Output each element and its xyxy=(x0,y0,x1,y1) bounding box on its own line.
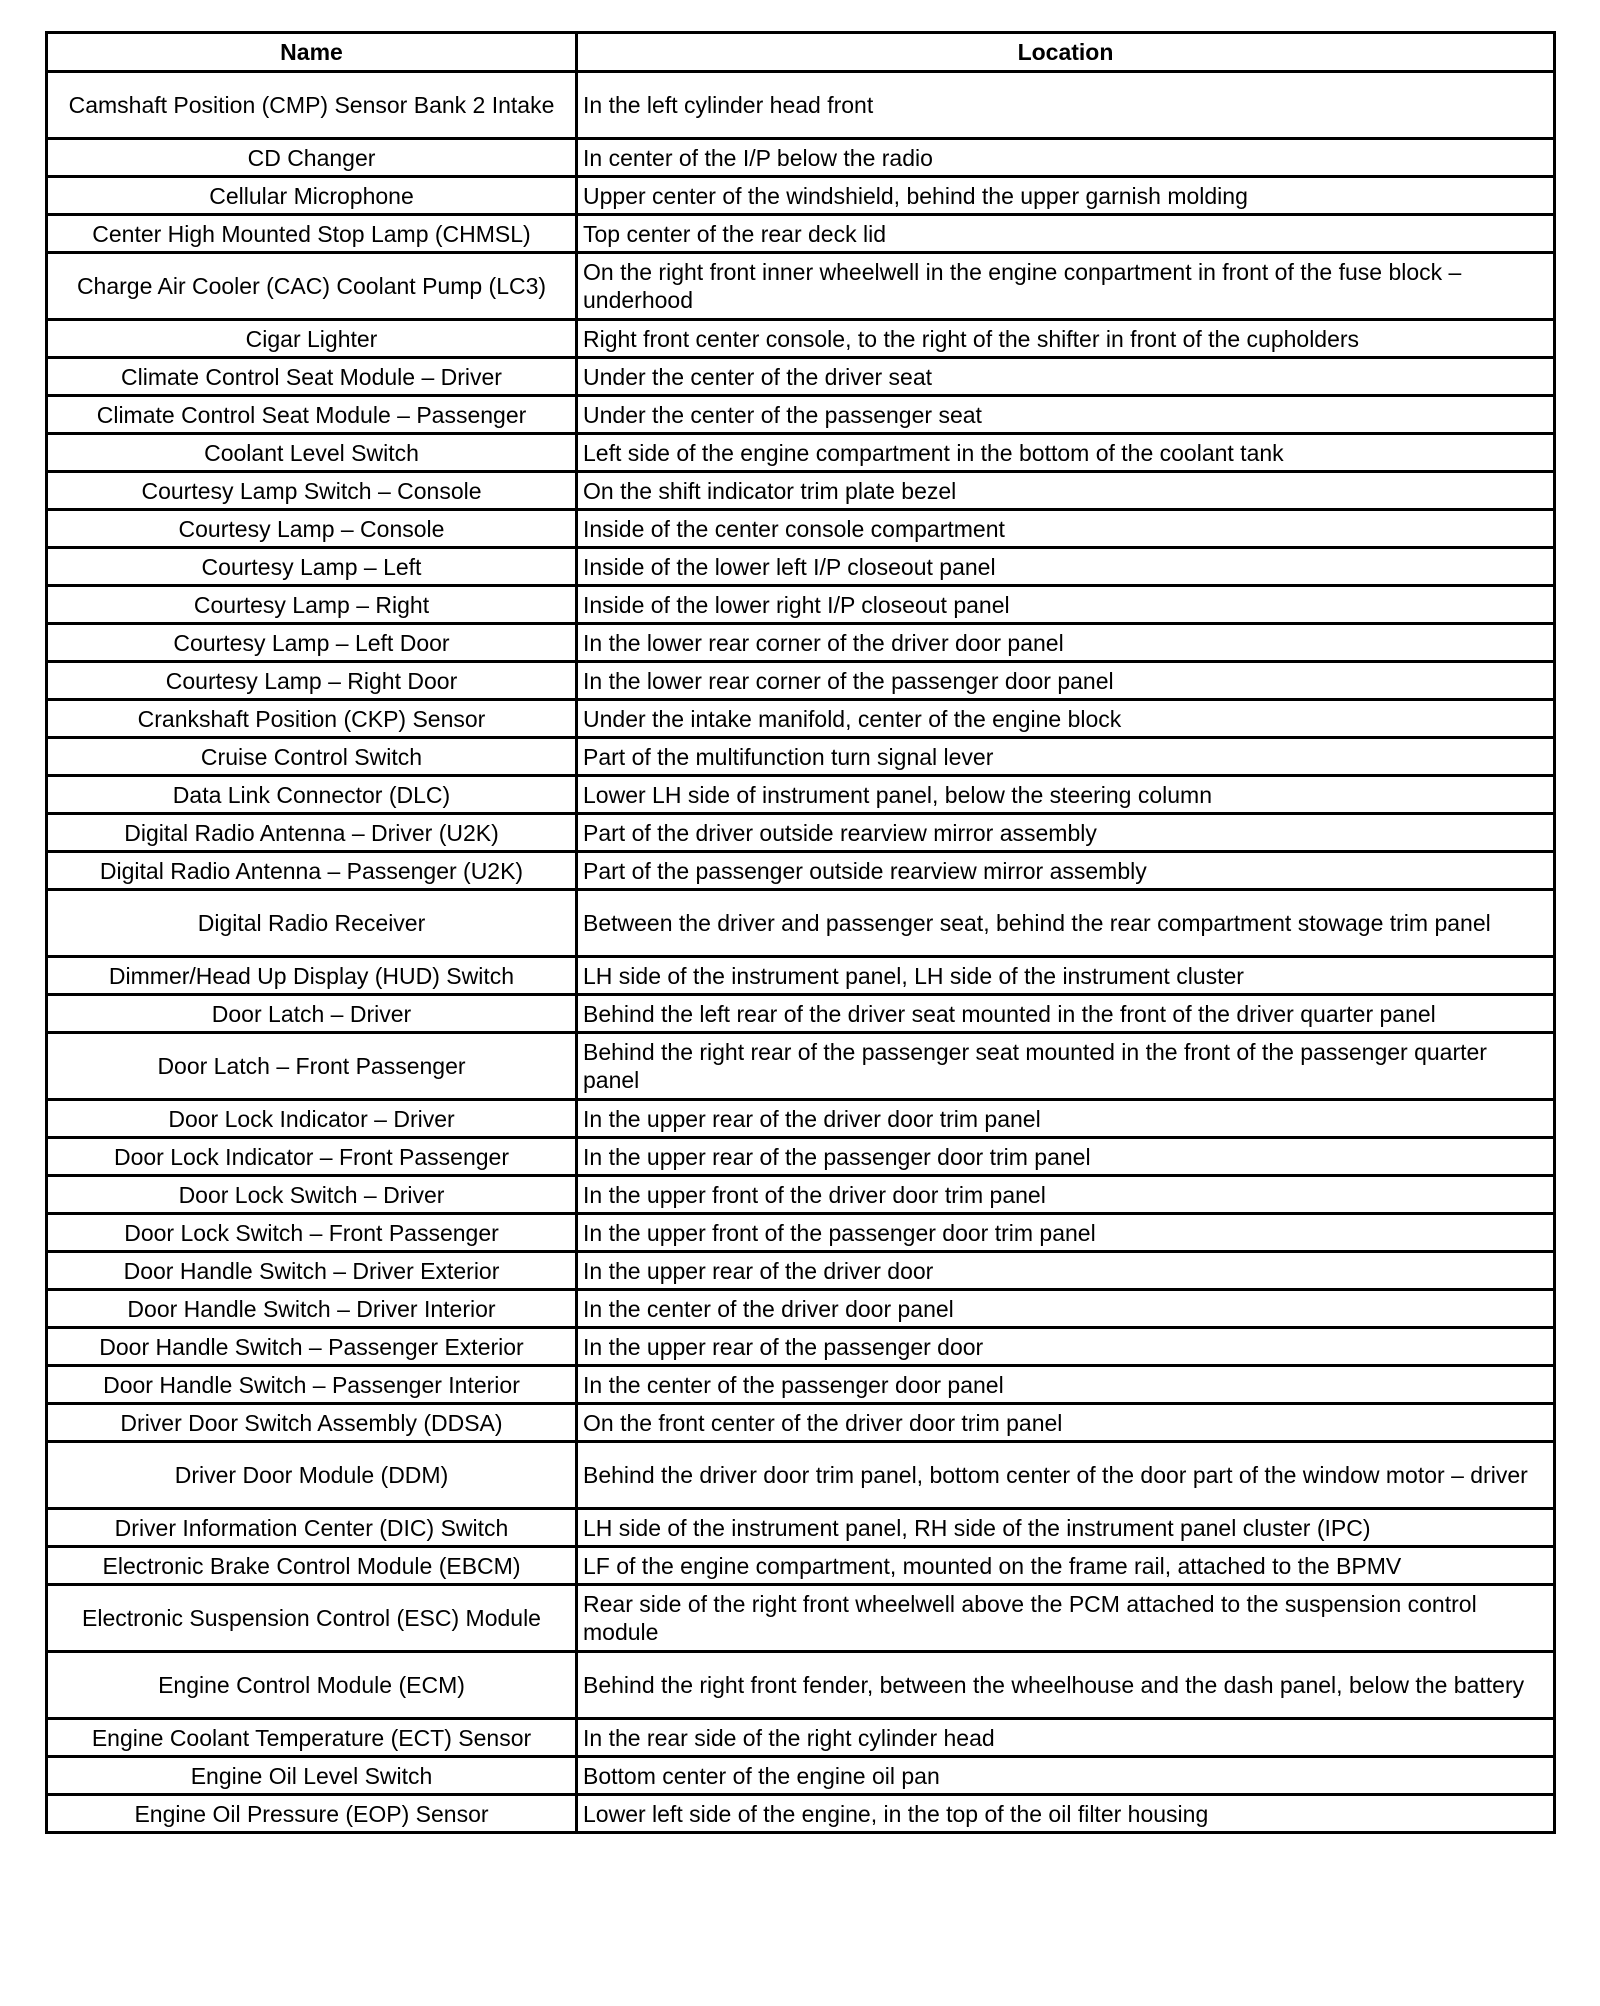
table-row xyxy=(47,72,1555,139)
component-location-cell: In the rear side of the right cylinder head xyxy=(577,1719,1555,1757)
component-name-cell: Digital Radio Antenna – Passenger (U2K) xyxy=(47,852,577,890)
component-name-cell: Door Latch – Front Passenger xyxy=(47,1033,577,1100)
table-row xyxy=(47,1757,1555,1795)
table-row xyxy=(47,472,1555,510)
component-name-cell: Driver Door Switch Assembly (DDSA) xyxy=(47,1404,577,1442)
component-name-cell: Cruise Control Switch xyxy=(47,738,577,776)
component-location-cell: Behind the driver door trim panel, bottom center of the door part of the window motor – driver xyxy=(577,1442,1555,1509)
component-location-cell: LH side of the instrument panel, RH side of the instrument panel cluster (IPC) xyxy=(577,1509,1555,1547)
table-row xyxy=(47,1366,1555,1404)
component-location-cell: Inside of the center console compartment xyxy=(577,510,1555,548)
component-name-cell: Cellular Microphone xyxy=(47,177,577,215)
component-location-cell: Left side of the engine compartment in the bottom of the coolant tank xyxy=(577,434,1555,472)
table-row xyxy=(47,700,1555,738)
component-name-cell: Door Lock Indicator – Front Passenger xyxy=(47,1138,577,1176)
table-row xyxy=(47,1138,1555,1176)
table-row xyxy=(47,139,1555,177)
table-row xyxy=(47,1652,1555,1719)
component-name-cell: Climate Control Seat Module – Driver xyxy=(47,358,577,396)
component-name-cell: Digital Radio Receiver xyxy=(47,890,577,957)
table-row xyxy=(47,738,1555,776)
component-location-cell: LF of the engine compartment, mounted on the frame rail, attached to the BPMV xyxy=(577,1547,1555,1585)
table-row xyxy=(47,1214,1555,1252)
table-row xyxy=(47,1176,1555,1214)
component-name-cell: Engine Control Module (ECM) xyxy=(47,1652,577,1719)
table-row xyxy=(47,434,1555,472)
component-name-cell: Electronic Suspension Control (ESC) Module xyxy=(47,1585,577,1652)
header-row xyxy=(47,33,1555,72)
component-name-cell: Data Link Connector (DLC) xyxy=(47,776,577,814)
component-name-cell: Cigar Lighter xyxy=(47,320,577,358)
component-name-cell: Door Lock Indicator – Driver xyxy=(47,1100,577,1138)
table-row xyxy=(47,320,1555,358)
name-column-header: Name xyxy=(47,33,577,72)
component-location-cell: Top center of the rear deck lid xyxy=(577,215,1555,253)
table-row xyxy=(47,177,1555,215)
component-name-cell: Engine Coolant Temperature (ECT) Sensor xyxy=(47,1719,577,1757)
component-location-cell: Behind the right front fender, between the wheelhouse and the dash panel, below the battery xyxy=(577,1652,1555,1719)
component-name-cell: Engine Oil Level Switch xyxy=(47,1757,577,1795)
component-location-cell: Under the intake manifold, center of the engine block xyxy=(577,700,1555,738)
component-location-cell: Under the center of the passenger seat xyxy=(577,396,1555,434)
table-row xyxy=(47,1442,1555,1509)
component-location-cell: In the center of the driver door panel xyxy=(577,1290,1555,1328)
component-location-cell: Upper center of the windshield, behind the upper garnish molding xyxy=(577,177,1555,215)
component-location-cell: Behind the right rear of the passenger seat mounted in the front of the passenger quarter panel xyxy=(577,1033,1555,1100)
component-location-cell: Rear side of the right front wheelwell above the PCM attached to the suspension control module xyxy=(577,1585,1555,1652)
component-location-cell: In the center of the passenger door panel xyxy=(577,1366,1555,1404)
table-row xyxy=(47,586,1555,624)
component-name-cell: Door Latch – Driver xyxy=(47,995,577,1033)
component-name-cell: Courtesy Lamp – Left Door xyxy=(47,624,577,662)
component-location-cell: On the shift indicator trim plate bezel xyxy=(577,472,1555,510)
component-name-cell: Door Lock Switch – Driver xyxy=(47,1176,577,1214)
component-location-cell: Lower left side of the engine, in the top of the oil filter housing xyxy=(577,1795,1555,1833)
component-location-cell: LH side of the instrument panel, LH side of the instrument cluster xyxy=(577,957,1555,995)
table-row xyxy=(47,358,1555,396)
component-location-cell: In the upper rear of the driver door xyxy=(577,1252,1555,1290)
component-location-cell: Part of the multifunction turn signal lever xyxy=(577,738,1555,776)
component-location-cell: Bottom center of the engine oil pan xyxy=(577,1757,1555,1795)
component-name-cell: Courtesy Lamp – Console xyxy=(47,510,577,548)
component-location-cell: In the left cylinder head front xyxy=(577,72,1555,139)
table-row xyxy=(47,957,1555,995)
component-name-cell: Driver Door Module (DDM) xyxy=(47,1442,577,1509)
table-row xyxy=(47,1795,1555,1833)
component-name-cell: Electronic Brake Control Module (EBCM) xyxy=(47,1547,577,1585)
component-location-cell: Between the driver and passenger seat, behind the rear compartment stowage trim panel xyxy=(577,890,1555,957)
table-row xyxy=(47,1252,1555,1290)
component-name-cell: Courtesy Lamp – Right Door xyxy=(47,662,577,700)
component-location-cell: In the upper rear of the driver door trim panel xyxy=(577,1100,1555,1138)
component-location-cell: On the right front inner wheelwell in the engine conpartment in front of the fuse block – underhood xyxy=(577,253,1555,320)
table-row xyxy=(47,510,1555,548)
table-row xyxy=(47,548,1555,586)
component-name-cell: Courtesy Lamp – Left xyxy=(47,548,577,586)
component-location-cell: On the front center of the driver door trim panel xyxy=(577,1404,1555,1442)
table-row xyxy=(47,624,1555,662)
component-location-cell: In the upper front of the passenger door trim panel xyxy=(577,1214,1555,1252)
table-row xyxy=(47,1033,1555,1100)
table-row xyxy=(47,995,1555,1033)
table-row xyxy=(47,1719,1555,1757)
component-name-cell: Dimmer/Head Up Display (HUD) Switch xyxy=(47,957,577,995)
table-row xyxy=(47,1100,1555,1138)
table-row xyxy=(47,1404,1555,1442)
component-name-cell: Climate Control Seat Module – Passenger xyxy=(47,396,577,434)
component-name-cell: CD Changer xyxy=(47,139,577,177)
component-name-cell: Engine Oil Pressure (EOP) Sensor xyxy=(47,1795,577,1833)
component-name-cell: Coolant Level Switch xyxy=(47,434,577,472)
component-location-table xyxy=(45,31,1556,1834)
component-location-cell: Under the center of the driver seat xyxy=(577,358,1555,396)
component-location-cell: In center of the I/P below the radio xyxy=(577,139,1555,177)
component-name-cell: Door Handle Switch – Driver Interior xyxy=(47,1290,577,1328)
component-location-cell: In the lower rear corner of the driver door panel xyxy=(577,624,1555,662)
table-row xyxy=(47,1547,1555,1585)
table-row xyxy=(47,1585,1555,1652)
component-location-cell: In the lower rear corner of the passenger door panel xyxy=(577,662,1555,700)
component-name-cell: Door Handle Switch – Passenger Exterior xyxy=(47,1328,577,1366)
component-location-cell: Behind the left rear of the driver seat mounted in the front of the driver quarter panel xyxy=(577,995,1555,1033)
table-row xyxy=(47,1328,1555,1366)
component-name-cell: Driver Information Center (DIC) Switch xyxy=(47,1509,577,1547)
component-location-cell: Part of the driver outside rearview mirror assembly xyxy=(577,814,1555,852)
component-name-cell: Crankshaft Position (CKP) Sensor xyxy=(47,700,577,738)
table-row xyxy=(47,814,1555,852)
table-row xyxy=(47,253,1555,320)
component-location-cell: In the upper rear of the passenger door trim panel xyxy=(577,1138,1555,1176)
component-name-cell: Door Handle Switch – Driver Exterior xyxy=(47,1252,577,1290)
component-location-cell: Inside of the lower left I/P closeout panel xyxy=(577,548,1555,586)
table-row xyxy=(47,1290,1555,1328)
component-location-cell: Lower LH side of instrument panel, below the steering column xyxy=(577,776,1555,814)
component-location-cell: Inside of the lower right I/P closeout panel xyxy=(577,586,1555,624)
component-name-cell: Camshaft Position (CMP) Sensor Bank 2 Intake xyxy=(47,72,577,139)
table-row xyxy=(47,776,1555,814)
component-location-cell: In the upper front of the driver door trim panel xyxy=(577,1176,1555,1214)
component-name-cell: Digital Radio Antenna – Driver (U2K) xyxy=(47,814,577,852)
location-column-header: Location xyxy=(577,33,1555,72)
component-location-cell: Right front center console, to the right of the shifter in front of the cupholders xyxy=(577,320,1555,358)
component-name-cell: Door Lock Switch – Front Passenger xyxy=(47,1214,577,1252)
table-row xyxy=(47,1509,1555,1547)
component-location-cell: Part of the passenger outside rearview mirror assembly xyxy=(577,852,1555,890)
component-location-cell: In the upper rear of the passenger door xyxy=(577,1328,1555,1366)
component-name-cell: Door Handle Switch – Passenger Interior xyxy=(47,1366,577,1404)
component-name-cell: Center High Mounted Stop Lamp (CHMSL) xyxy=(47,215,577,253)
table-row xyxy=(47,662,1555,700)
component-name-cell: Courtesy Lamp – Right xyxy=(47,586,577,624)
component-name-cell: Courtesy Lamp Switch – Console xyxy=(47,472,577,510)
table-row xyxy=(47,215,1555,253)
table-row xyxy=(47,396,1555,434)
table-row xyxy=(47,890,1555,957)
component-name-cell: Charge Air Cooler (CAC) Coolant Pump (LC3) xyxy=(47,253,577,320)
table-row xyxy=(47,852,1555,890)
